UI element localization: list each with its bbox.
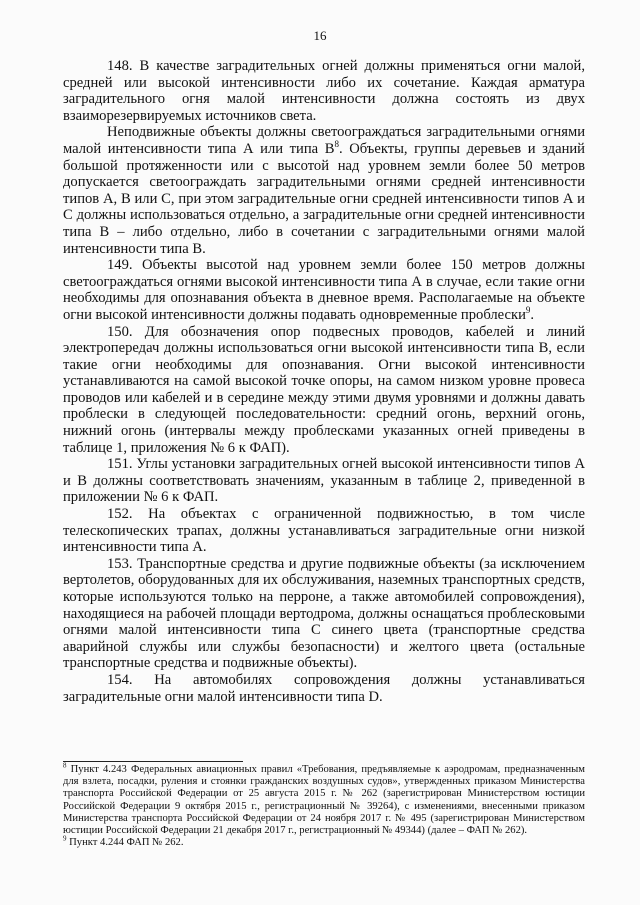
paragraph-152: 152. На объектах с ограниченной подвижностью, в том числе телескопических трапах, должны устанавливаться заградительные огни низкой интенсивности типа А. — [63, 506, 585, 556]
paragraph-154: 154. На автомобилях сопровождения должны устанавливаться заградительные огни малой интенсивности типа D. — [63, 671, 585, 705]
footnote-9: $^9$ Пункт 4.244 ФАП № 262. — [63, 834, 184, 849]
footnotes — [63, 761, 585, 849]
paragraph-150: 150. Для обозначения опор подвесных проводов, кабелей и линий электропередач должны использоваться огни высокой интенсивности типа В, если такие огни необходимы для опознавания. Огни высокой интенсивности устанавливаются на самой высокой точке опоры, на самом низком уровне провеса проводов или кабелей и в середине между этими двумя уровнями и должны давать проблески в следующей последовательности: средний огонь, верхний огонь, нижний огонь (интервалы между проблесками указанных огней приведены в таблице 1, приложения № 6 к ФАП). — [63, 323, 585, 456]
footnote-ref-9[interactable]: 9 — [525, 305, 531, 316]
footnote-divider — [63, 761, 243, 762]
paragraph-153: 153. Транспортные средства и другие подвижные объекты (за исключением вертолетов, оборудованных для их обслуживания, наземных транспортных средств, которые используются только на перроне, а также автомобилей сопровождения), находящиеся на рабочей площади вертодрома, должны оснащаться проблесковыми огнями малой интенсивности типа С синего цвета (транспортные средства аварийной службы или службы безопасности) и желтого цвета (остальные транспортные средства и подвижные объекты). — [63, 555, 585, 672]
footnote-8: $^8$ Пункт 4.243 Федеральных авиационных правил «Требования, предъявляемые к аэродромам, предназначенным для взлета, посадки, руления и стоянки гражданских воздушных судов», утвержденных приказом Министерства транспорта Российской Федерации от 25 августа 2015 г. № 262 (зарегистрирован Министерством юстиции Российской Федерации 9 октября 2015 г., регистрационный № 39264), с изменениями, внесенными приказом Министерства транспорта Российской Федерации от 24 ноября 2017 г. № 495 (зарегистрирован Министерством юстиции Российской Федерации 21 декабря 2017 г., регистрационный № 49344) (далее – ФАП № 262). — [63, 761, 585, 837]
paragraph-151: 151. Углы установки заградительных огней высокой интенсивности типов А и В должны соответствовать значениям, указанным в таблице 2, приведенной в приложении № 6 к ФАП. — [63, 456, 585, 506]
page-number: 16 — [313, 28, 327, 43]
paragraph-149: 149. Объекты высотой над уровнем земли более 150 метров должны светоограждаться огнями высокой интенсивности типа А в случае, если такие огни необходимы для опознавания объекта в дневное время. Располагаемые на объекте огни высокой интенсивности должны подавать одновременные проблески$^9$. — [63, 257, 585, 323]
paragraph-fixed-objects: Неподвижные объекты должны светоограждаться заградительными огнями малой интенсивности типа А или типа $В^8$. Объекты, группы деревьев и зданий большой протяженности или с высотой над уровнем земли более 50 метров допускается светоограждать заградительными огнями средней интенсивности типов А, В или С, при этом заградительные огни средней интенсивности типов А и С должны использоваться отдельно, а заградительные огни средней интенсивности типа В – либо отдельно, либо в сочетании с заградительными огнями малой интенсивности типа В. — [63, 124, 585, 257]
paragraph-148: 148. В качестве заградительных огней должны применяться огни малой, средней или высокой интенсивности либо их сочетание. Каждая арматура заградительного огня малой интенсивности должна состоять из двух взаиморезервируемых источников света. — [63, 58, 585, 124]
document-body — [63, 58, 585, 705]
footnote-ref-8[interactable]: 8 — [334, 139, 339, 150]
